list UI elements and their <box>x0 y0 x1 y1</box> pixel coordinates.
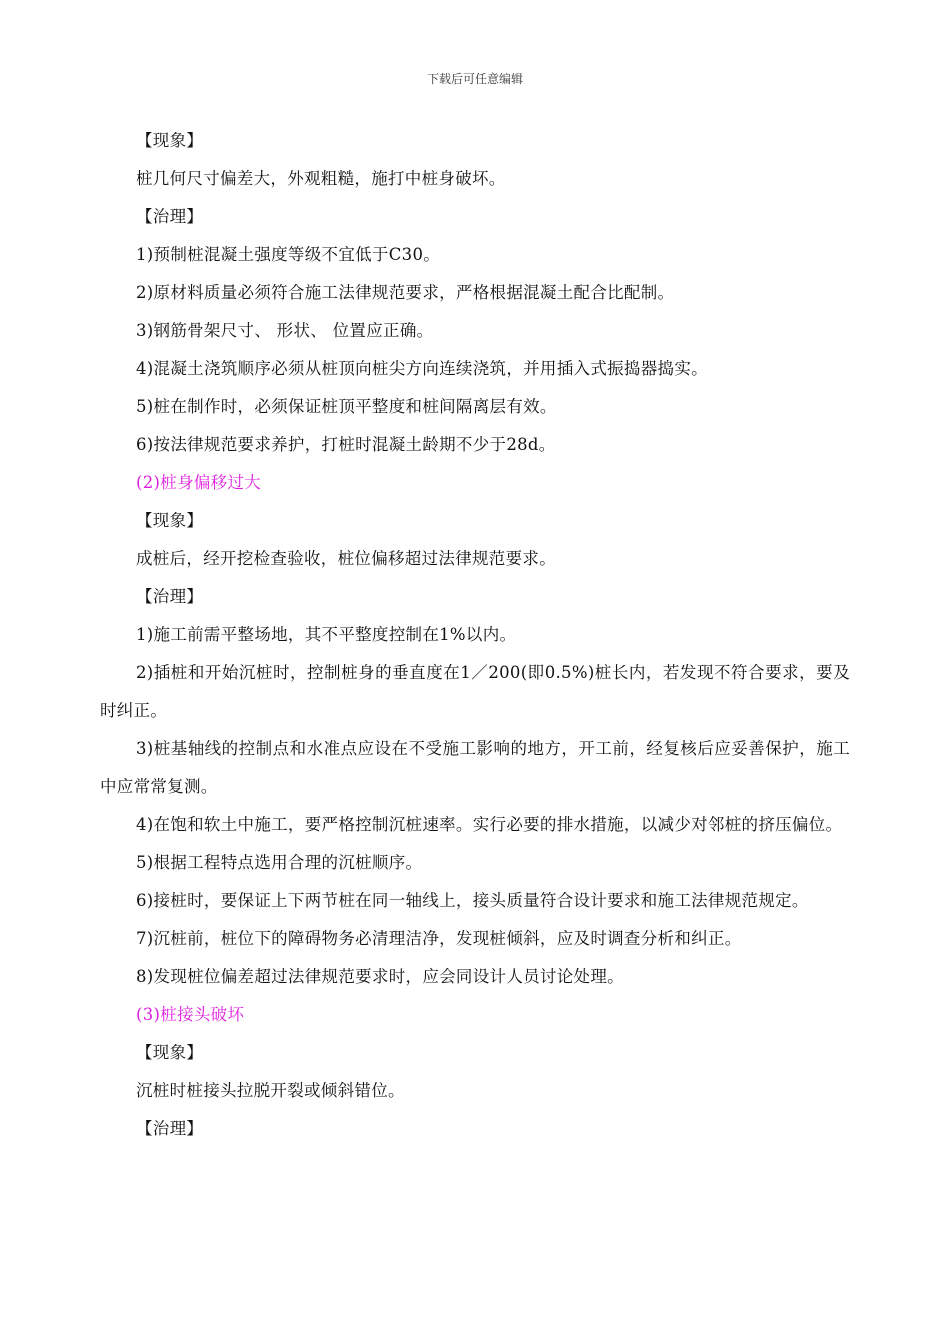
paragraph: 5)桩在制作时，必须保证桩顶平整度和桩间隔离层有效。 <box>136 397 557 416</box>
section-label: 【现象】 <box>136 1043 204 1062</box>
page-header: 下载后可任意编辑 <box>426 72 523 86</box>
paragraph: 2)原材料质量必须符合施工法律规范要求，严格根据混凝土配合比配制。 <box>136 283 675 302</box>
paragraph: 1)预制桩混凝土强度等级不宜低于C30。 <box>136 245 441 264</box>
section-label: 【治理】 <box>136 587 204 606</box>
paragraph: 4)在饱和软土中施工，要严格控制沉桩速率。实行必要的排水措施，以减少对邻桩的挤压偏位。 <box>136 815 843 834</box>
paragraph: 沉桩时桩接头拉脱开裂或倾斜错位。 <box>136 1081 405 1100</box>
section-label: 【治理】 <box>136 1119 204 1138</box>
paragraph: 3)钢筋骨架尺寸、 形状、 位置应正确。 <box>136 321 434 340</box>
document-body <box>100 122 850 1148</box>
paragraph: 桩几何尺寸偏差大，外观粗糙，施打中桩身破坏。 <box>136 169 506 188</box>
paragraph: 5)根据工程特点选用合理的沉桩顺序。 <box>136 853 423 872</box>
paragraph: 8)发现桩位偏差超过法律规范要求时，应会同设计人员讨论处理。 <box>136 967 624 986</box>
paragraph: 7)沉桩前，桩位下的障碍物务必清理洁净，发现桩倾斜，应及时调查分析和纠正。 <box>136 929 742 948</box>
section-label: 【治理】 <box>136 207 204 226</box>
section-label: 【现象】 <box>136 131 204 150</box>
paragraph: 成桩后，经开挖检查验收，桩位偏移超过法律规范要求。 <box>136 549 556 568</box>
paragraph: 1)施工前需平整场地，其不平整度控制在1%以内。 <box>136 625 517 644</box>
section-label: 【现象】 <box>136 511 204 530</box>
paragraph: 3)桩基轴线的控制点和水准点应设在不受施工影响的地方，开工前，经复核后应妥善保护，施工中应常常复测。 <box>100 739 850 796</box>
paragraph: 4)混凝土浇筑顺序必须从桩顶向桩尖方向连续浇筑，并用插入式振捣器捣实。 <box>136 359 708 378</box>
paragraph: 2)插桩和开始沉桩时，控制桩身的垂直度在1／200(即0.5%)桩长内，若发现不符合要求，要及时纠正。 <box>100 663 850 720</box>
paragraph: 6)按法律规范要求养护，打桩时混凝土龄期不少于28d。 <box>136 435 556 454</box>
section-heading: (3)桩接头破坏 <box>136 1005 245 1024</box>
paragraph: 6)接桩时，要保证上下两节桩在同一轴线上，接头质量符合设计要求和施工法律规范规定。 <box>136 891 809 910</box>
section-heading: (2)桩身偏移过大 <box>136 473 262 492</box>
